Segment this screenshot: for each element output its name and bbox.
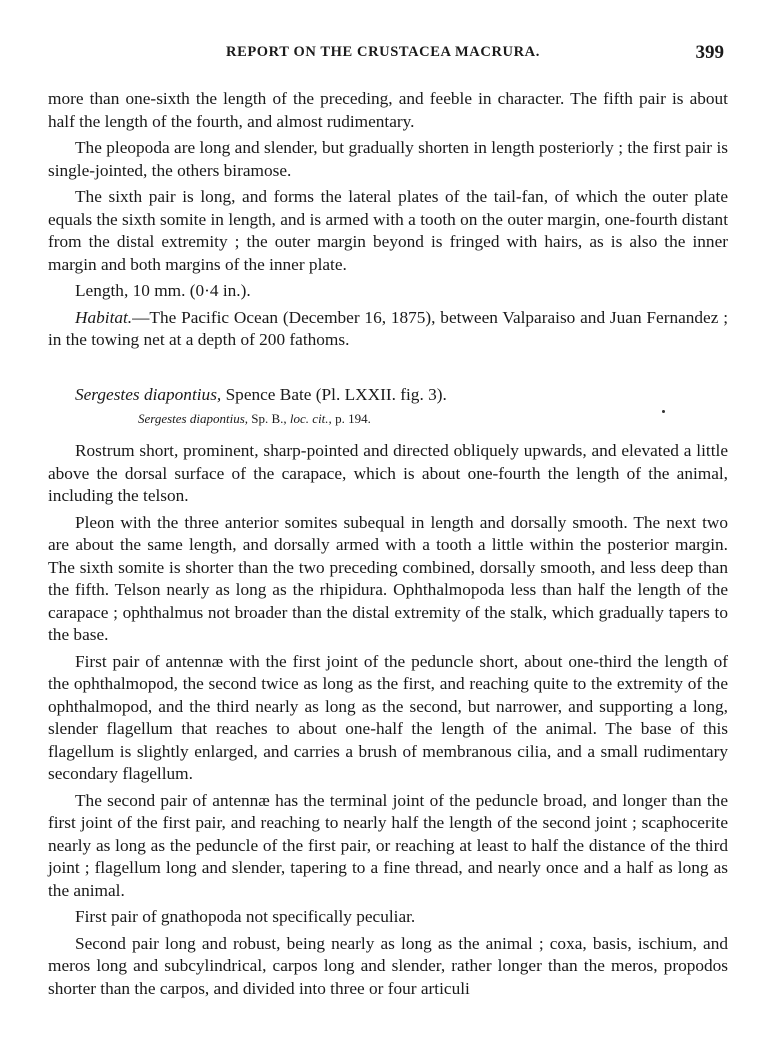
paragraph-habitat: [48, 307, 728, 352]
habitat-label: Habitat.: [75, 307, 133, 327]
paragraph-second-antennae: The second pair of antennæ has the terminal joint of the peduncle broad, and longer than the first joint of the first pair, and reaching to nearly half the length of the second joint ; scaphocerite nearly as long as the peduncle of the first pair, or reaching at least to half the distance of the third joint ; flagellum long and slender, tapering to a fine thread, and nearly once and a half as long as the animal.: [48, 790, 728, 900]
paragraph-length: Length, 10 mm. (0·4 in.).: [75, 281, 251, 300]
running-head: REPORT ON THE CRUSTACEA MACRURA.: [226, 44, 540, 60]
page-body: [48, 88, 728, 1004]
print-speck: [662, 410, 665, 413]
species-author: Spence Bate (Pl. LXXII. fig. 3).: [221, 384, 447, 404]
paragraph-first-antennae: First pair of antennæ with the first joint of the peduncle short, about one-third the length of the ophthalmopod, the second twice as long as the first, and reaching quite to the extremity of the ophthalmopod, and the third nearly as long as the second, but narrower, and supporting a long, slender flagellum that reaches to about one-half the length of the animal. The base of this flagellum is slightly enlarged, and carries a brush of membranous cilia, and a small rudimentary secondary flagellum.: [48, 651, 728, 783]
section-gap: [48, 356, 728, 384]
habitat-text: —The Pacific Ocean (December 16, 1875), between Valparaiso and Juan Fernandez ; in the towing net at a depth of 200 fathoms.: [48, 307, 728, 349]
paragraph-rostrum: Rostrum short, prominent, sharp-pointed and directed obliquely upwards, and elevated a little above the dorsal surface of the carapace, which is about one-fourth the length of the animal, including the telson.: [48, 441, 728, 505]
synonymy-author: Sp. B.,: [248, 411, 290, 426]
synonymy-name: Sergestes diapontius,: [138, 411, 249, 426]
paragraph-pleon: Pleon with the three anterior somites subequal in length and dorsally smooth. The next two are about the same length, and dorsally armed with a tooth a little within the posterior margin. The sixth somite is shorter than the two preceding combined, dorsally smooth, and less deep than the fifth. Telson nearly as long as the rhipidura. Ophthalmopoda less than half the length of the carapace ; ophthalmus not broader than the distal extremity of the stalk, which gradually tapers to the base.: [48, 512, 728, 644]
paragraph-sixth-pair: The sixth pair is long, and forms the lateral plates of the tail-fan, of which the outer plate equals the sixth somite in length, and is armed with a tooth on the outer margin, one-fourth distant from the distal extremity ; the outer margin beyond is fringed with hairs, as is also the inner margin and both margins of the inner plate.: [48, 187, 728, 274]
paragraph-continuation: more than one-sixth the length of the preceding, and feeble in character. The fifth pair is about half the length of the fourth, and almost rudimentary.: [48, 89, 728, 131]
synonymy-line: [48, 410, 728, 428]
paragraph-pleopoda: The pleopoda are long and slender, but gradually shorten in length posteriorly ; the first pair is single-jointed, the others biramose.: [48, 138, 728, 180]
paragraph-first-gnathopoda: First pair of gnathopoda not specifically peculiar.: [75, 907, 416, 926]
species-heading: [48, 384, 728, 407]
synonymy-ref: loc. cit.,: [289, 411, 332, 426]
page-header: [48, 42, 728, 66]
species-name: Sergestes diapontius,: [75, 384, 222, 404]
synonymy-page: p. 194.: [331, 411, 371, 426]
page-number: 399: [695, 42, 724, 63]
paragraph-second-gnathopoda: Second pair long and robust, being nearly as long as the animal ; coxa, basis, ischium, and meros long and subcylindrical, carpos long and slender, rather longer than the meros, propodos shorter than the carpos, and divided into three or four articuli: [48, 933, 728, 998]
